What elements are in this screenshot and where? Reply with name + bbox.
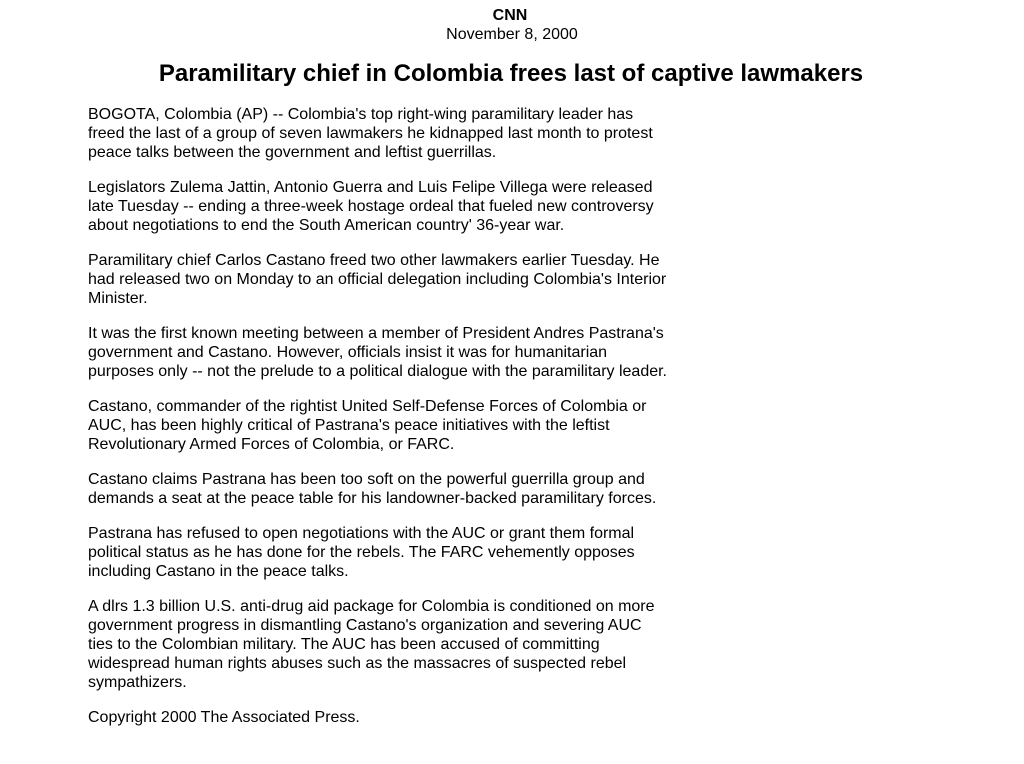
article-paragraph-4: It was the first known meeting between a member of President Andres Pastrana's government and Castano. However, officials insist it was for humanitarian purposes only -- not the prelude to a political dialogue with the paramilitary leader. [88, 325, 667, 380]
article-paragraph-3: Paramilitary chief Carlos Castano freed two other lawmakers earlier Tuesday. He had released two on Monday to an official delegation including Colombia's Interior Minister. [88, 252, 667, 307]
article-body [88, 105, 668, 743]
article-paragraph-6: Castano claims Pastrana has been too soft on the powerful guerrilla group and demands a seat at the peace table for his landowner-backed paramilitary forces. [88, 471, 657, 507]
publication-date: November 8, 2000 [446, 26, 578, 43]
article-headline: Paramilitary chief in Colombia frees last of captive lawmakers [158, 60, 864, 87]
article-paragraph-1: BOGOTA, Colombia (AP) -- Colombia's top right-wing paramilitary leader has freed the last of a group of seven lawmakers he kidnapped last month to protest peace talks between the government and leftist guerrillas. [88, 106, 653, 161]
article-paragraph-8: A dlrs 1.3 billion U.S. anti-drug aid package for Colombia is conditioned on more government progress in dismantling Castano's organization and severing AUC ties to the Colombian military. The AUC has been accused of committing widespread human rights abuses such as the massacres of suspected rebel sympathizers. [88, 598, 655, 691]
news-source: CNN [492, 7, 528, 24]
article-paragraph-2: Legislators Zulema Jattin, Antonio Guerra and Luis Felipe Villega were released late Tuesday -- ending a three-week hostage ordeal that fueled new controversy about negotiations to end the South American country' 36-year war. [88, 179, 654, 234]
article-paragraph-5: Castano, commander of the rightist United Self-Defense Forces of Colombia or AUC, has been highly critical of Pastrana's peace initiatives with the leftist Revolutionary Armed Forces of Colombia, or FARC. [88, 398, 647, 453]
article-paragraph-7: Pastrana has refused to open negotiations with the AUC or grant them formal political status as he has done for the rebels. The FARC vehemently opposes including Castano in the peace talks. [88, 525, 635, 580]
copyright-notice: Copyright 2000 The Associated Press. [88, 709, 360, 726]
